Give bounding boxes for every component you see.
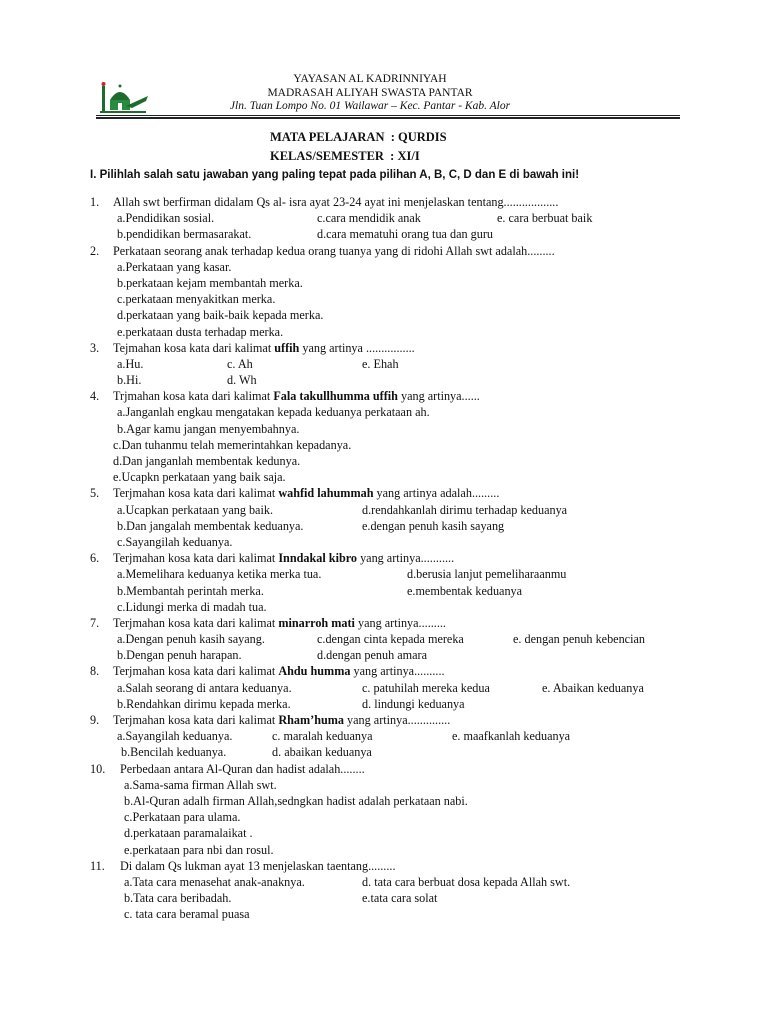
question-5	[90, 485, 690, 550]
option-row	[90, 226, 690, 242]
answer-option: a.Tata cara menasehat anak-anaknya.	[124, 874, 305, 889]
answer-option: b.Dan jangalah membentak keduanya.	[117, 518, 304, 533]
option-row	[90, 809, 690, 825]
question-number: 3.	[90, 340, 100, 355]
answer-option: a.Sayangilah keduanya.	[117, 729, 233, 744]
answer-option: c.Lidungi merka di madah tua.	[117, 599, 267, 614]
option-row	[90, 647, 690, 663]
answer-option: e. maafkanlah keduanya	[452, 729, 571, 744]
answer-option: d.Dan janganlah membentak kedunya.	[113, 454, 301, 468]
answer-option: c.cara mendidik anak	[317, 211, 421, 226]
question-text	[113, 243, 555, 259]
school-address: Jln. Tuan Lompo No. 01 Wailawar – Kec. Pantar - Kab. Alor	[229, 100, 511, 112]
question-text	[113, 388, 480, 404]
question-text	[113, 485, 499, 501]
option-row	[90, 437, 690, 453]
question-11	[90, 858, 690, 923]
question-9	[90, 712, 690, 761]
question-list	[90, 194, 690, 922]
answer-option: c. patuhilah mereka kedua	[362, 680, 490, 695]
option-row	[90, 210, 690, 226]
question-text	[113, 194, 558, 210]
question-stem	[90, 485, 690, 501]
answer-option: d.perkataan yang baik-baik kepada merka.	[117, 308, 324, 323]
answer-option: a.Janganlah engkau mengatakan kepada keduanya perkataan ah.	[117, 405, 430, 420]
question-stem	[90, 663, 690, 679]
question-keyword: uffih	[274, 340, 300, 355]
question-10	[90, 761, 690, 858]
question-text-tail: yang artinya ................	[299, 340, 415, 355]
question-text-tail: yang artinya......	[397, 389, 480, 404]
question-stem	[90, 615, 690, 631]
answer-option: e. dengan penuh kebencian	[513, 632, 645, 647]
option-row	[90, 421, 690, 437]
option-row	[90, 906, 690, 922]
question-text-tail: yang artinya.........	[354, 615, 446, 630]
question-keyword: Ahdu humma	[278, 664, 351, 679]
option-row	[90, 842, 690, 858]
question-text	[120, 761, 365, 777]
answer-option: a.Perkataan yang kasar.	[117, 259, 232, 274]
foundation-name: YAYASAN AL KADRINNIYAH	[293, 73, 447, 85]
answer-option: b.Agar kamu jangan menyembahnya.	[117, 421, 300, 436]
question-keyword: Rham’huma	[278, 713, 344, 727]
question-stem	[90, 858, 690, 874]
option-row	[90, 534, 690, 550]
question-text-plain: Terjmahan kosa kata dari kalimat	[113, 664, 279, 679]
answer-option: c.perkataan menyakitkan merka.	[117, 292, 276, 307]
question-text-plain: Trjmahan kosa kata dari kalimat	[113, 389, 274, 404]
answer-option: e. Abaikan keduanya	[542, 680, 644, 695]
answer-option: e.Ucapkn perkataan yang baik saja.	[113, 470, 286, 485]
option-row	[90, 583, 690, 599]
option-row	[90, 356, 690, 372]
question-number: 2.	[90, 243, 100, 258]
answer-option: b.Rendahkan dirimu kepada merka.	[117, 696, 291, 711]
question-text-plain: Terjmahan kosa kata dari kalimat	[113, 713, 279, 727]
question-stem	[90, 194, 690, 210]
option-row	[90, 599, 690, 615]
question-text	[120, 858, 396, 874]
question-text-tail: yang artinya...........	[357, 551, 455, 566]
question-stem	[90, 550, 690, 566]
question-number: 8.	[90, 664, 100, 679]
question-2	[90, 243, 690, 340]
answer-option: d.rendahkanlah dirimu terhadap keduanya	[362, 502, 568, 517]
question-number: 5.	[90, 486, 100, 501]
option-row	[90, 728, 690, 744]
question-number: 4.	[90, 389, 100, 404]
question-text-plain: Di dalam Qs lukman ayat 13 menjelaskan taentang.........	[120, 858, 396, 873]
option-row	[90, 259, 690, 275]
question-3	[90, 340, 690, 389]
question-text	[113, 663, 445, 679]
answer-option: d. lindungi keduanya	[362, 696, 465, 711]
header-rule-thick	[96, 117, 680, 119]
answer-option: b.perkataan kejam membantah merka.	[117, 275, 303, 290]
question-text-plain: Terjmahan kosa kata dari kalimat	[113, 615, 279, 630]
answer-option: d.berusia lanjut pemeliharaanmu	[407, 567, 567, 582]
header-rule-thin	[96, 115, 680, 116]
question-text-plain: Tejmahan kosa kata dari kalimat	[113, 340, 275, 355]
question-1	[90, 194, 690, 243]
answer-option: b.Hi.	[117, 373, 142, 388]
question-6	[90, 550, 690, 615]
answer-option: d.perkataan paramalaikat .	[124, 826, 253, 841]
option-row	[90, 275, 690, 291]
option-row	[90, 744, 690, 760]
question-stem	[90, 340, 690, 356]
answer-option: e.dengan penuh kasih sayang	[362, 518, 505, 533]
option-row	[90, 469, 690, 485]
answer-option: d. Wh	[227, 373, 257, 388]
question-4	[90, 388, 690, 485]
question-number: 6.	[90, 551, 100, 566]
answer-option: b.Al-Quran adalh firman Allah,sedngkan hadist adalah perkataan nabi.	[124, 793, 468, 808]
option-row	[90, 793, 690, 809]
answer-option: c.Perkataan para ulama.	[124, 810, 241, 825]
question-text-tail: yang artinya adalah.........	[373, 486, 500, 501]
question-text-tail: yang artinya..........	[350, 664, 445, 679]
school-logo	[96, 76, 152, 116]
option-row	[90, 372, 690, 388]
question-text-tail: yang artinya..............	[344, 713, 451, 727]
answer-option: c. tata cara beramal puasa	[124, 907, 250, 922]
answer-option: e. cara berbuat baik	[497, 211, 593, 226]
answer-option: b.Dengan penuh harapan.	[117, 648, 242, 663]
option-row	[90, 631, 690, 647]
answer-option: a.Dengan penuh kasih sayang.	[117, 632, 265, 647]
question-text	[113, 550, 454, 566]
answer-option: c.Sayangilah keduanya.	[117, 534, 233, 549]
question-text-plain: Terjmahan kosa kata dari kalimat	[113, 551, 279, 566]
option-row	[90, 777, 690, 793]
question-stem	[90, 243, 690, 259]
option-row	[90, 566, 690, 582]
answer-option: c.dengan cinta kepada mereka	[317, 632, 464, 647]
question-text-plain: Allah swt berfirman didalam Qs al- isra ayat 23-24 ayat ini menjelaskan tentang..................	[113, 195, 559, 209]
question-stem	[90, 761, 690, 777]
answer-option: b.Bencilah keduanya.	[121, 745, 227, 760]
answer-option: a.Hu.	[117, 356, 144, 371]
question-number: 7.	[90, 615, 100, 630]
question-text	[113, 340, 415, 356]
answer-option: a.Memelihara keduanya ketika merka tua.	[117, 567, 322, 582]
question-number: 11.	[90, 858, 105, 873]
question-text	[113, 615, 446, 631]
answer-option: c.Dan tuhanmu telah memerintahkan kepadanya.	[113, 437, 352, 452]
class-semester-line: KELAS/SEMESTER : XI/I	[270, 149, 420, 163]
answer-option: d. tata cara berbuat dosa kepada Allah swt.	[362, 874, 571, 889]
letterhead	[160, 73, 580, 114]
question-keyword: Inndakal kibro	[278, 551, 358, 566]
question-8	[90, 663, 690, 712]
answer-option: b.pendidikan bermasarakat.	[117, 227, 252, 242]
option-row	[90, 453, 690, 469]
option-row	[90, 518, 690, 534]
question-7	[90, 615, 690, 664]
answer-option: c. Ah	[227, 356, 253, 371]
question-keyword: minarroh mati	[278, 615, 355, 630]
answer-option: d.cara mematuhi orang tua dan guru	[317, 227, 493, 242]
option-row	[90, 696, 690, 712]
question-text-plain: Perbedaan antara Al-Quran dan hadist adalah........	[120, 761, 365, 776]
option-row	[90, 825, 690, 841]
option-row	[90, 874, 690, 890]
answer-option: a.Ucapkan perkataan yang baik.	[117, 502, 273, 517]
option-row	[90, 324, 690, 340]
question-number: 1.	[90, 195, 100, 209]
answer-option: e.perkataan para nbi dan rosul.	[124, 842, 274, 857]
question-keyword: wahfid lahummah	[278, 486, 374, 501]
answer-option: b.Membantah perintah merka.	[117, 583, 264, 598]
option-row	[90, 307, 690, 323]
option-row	[90, 502, 690, 518]
question-number: 9.	[90, 713, 100, 727]
answer-option: a.Pendidikan sosial.	[117, 211, 215, 226]
answer-option: d. abaikan keduanya	[272, 745, 372, 760]
school-name: MADRASAH ALIYAH SWASTA PANTAR	[267, 86, 473, 99]
answer-option: c. maralah keduanya	[272, 729, 373, 744]
question-text-plain: Terjmahan kosa kata dari kalimat	[113, 486, 279, 501]
answer-option: a.Salah seorang di antara keduanya.	[117, 680, 292, 695]
question-text	[113, 712, 450, 728]
answer-option: e.membentak keduanya	[407, 583, 523, 598]
question-number: 10.	[90, 761, 106, 776]
option-row	[90, 291, 690, 307]
answer-option: b.Tata cara beribadah.	[124, 891, 232, 906]
answer-option: d.dengan penuh amara	[317, 648, 427, 663]
subject-line: MATA PELAJARAN : QURDIS	[270, 130, 447, 144]
answer-option: a.Sama-sama firman Allah swt.	[124, 777, 277, 792]
instruction-text: I. Pilihlah salah satu jawaban yang paling tepat pada pilihan A, B, C, D dan E di bawah ini!	[90, 169, 580, 181]
question-text-plain: Perkataan seorang anak terhadap kedua orang tuanya yang di ridohi Allah swt adalah.........	[113, 243, 555, 258]
answer-option: e.perkataan dusta terhadap merka.	[117, 324, 284, 339]
option-row	[90, 404, 690, 420]
answer-option: e.tata cara solat	[362, 891, 438, 906]
question-keyword: Fala takullhumma uffih	[273, 389, 398, 404]
option-row	[90, 890, 690, 906]
question-stem	[90, 712, 690, 728]
question-stem	[90, 388, 690, 404]
option-row	[90, 680, 690, 696]
answer-option: e. Ehah	[362, 356, 399, 371]
